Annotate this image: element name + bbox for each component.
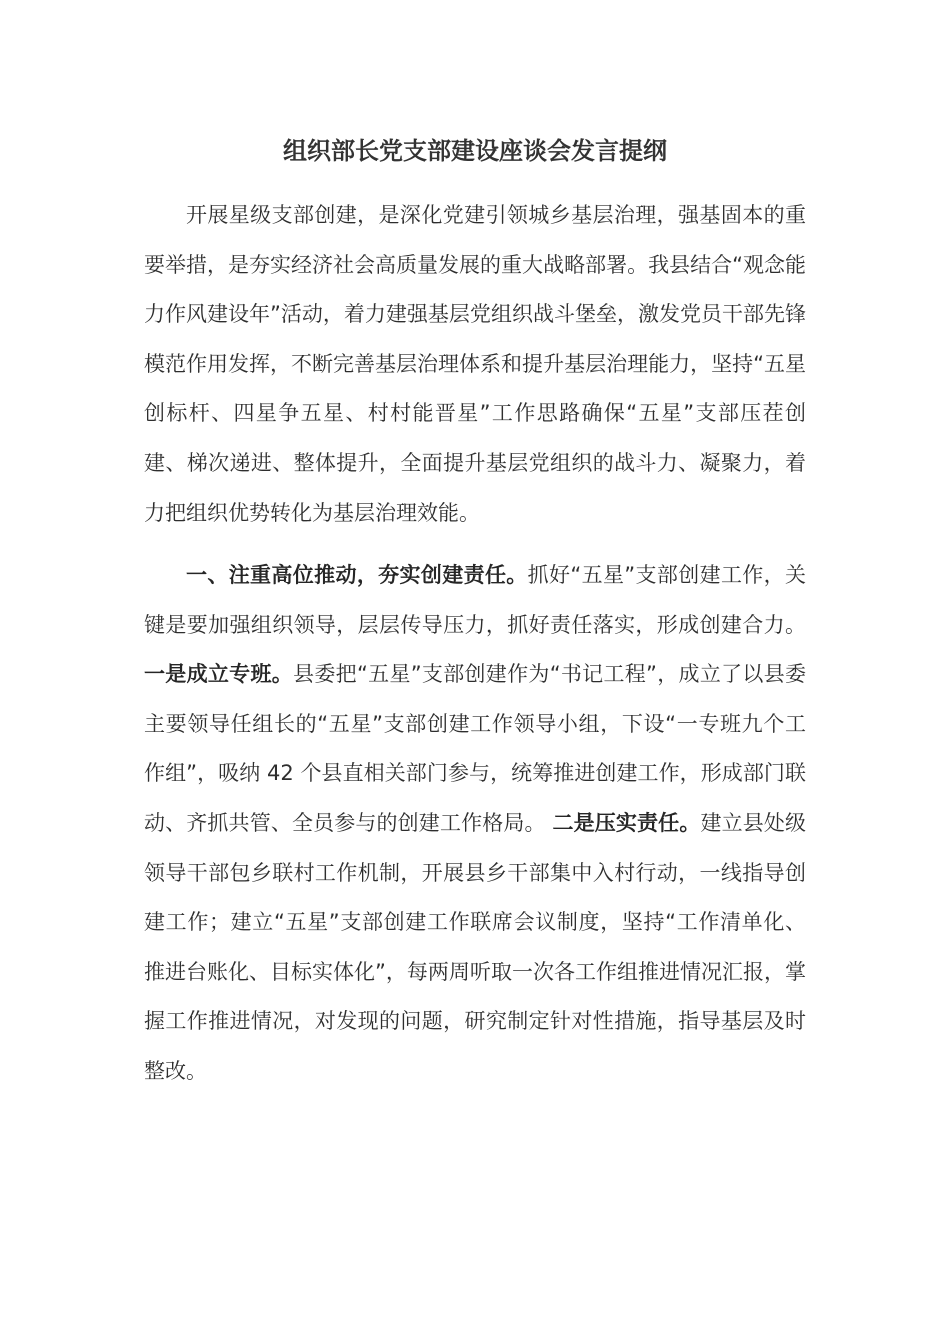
section-one-paragraph [144, 551, 806, 1097]
intro-paragraph: 开展星级支部创建，是深化党建引领城乡基层治理，强基固本的重要举措，是夯实经济社会高质量发展的重大战略部署。我县结合“观念能力作风建设年”活动，着力建强基层党组织战斗堡垒，激发党员干部先锋模范作用发挥，不断完善基层治理体系和提升基层治理能力，坚持“五星创标杆、四星争五星、村村能晋星”工作思路确保“五星”支部压茬创建、梯次递进、整体提升，全面提升基层党组织的战斗力、凝聚力，着力把组织优势转化为基层治理效能。 [144, 203, 806, 525]
point-two-heading: 二是压实责任。 [552, 810, 701, 835]
point-two-text: 建立县处级领导干部包乡联村工作机制，开展县乡干部集中入村行动，一线指导创建工作；建立“五星”支部创建工作联席会议制度，坚持“工作清单化、推进台账化、目标实体化”，每两周听取一次各工作组推进情况汇报，掌握工作推进情况，对发现的问题，研究制定针对性措施，指导基层及时整改。 [144, 810, 807, 1083]
section-one-lead: 抓好“五星”支部创建工作，关键是要加强组织领导，层层传导压力，抓好责任落实，形成创建合力。 [144, 563, 807, 637]
point-one-text: 县委把“五星”支部创建作为“书记工程”，成立了以县委主要领导任组长的“五星”支部创建工作领导小组，下设“一专班九个工作组”，吸纳 42 个县直相关部门参与，统筹推进创建工作，形成部门联动、齐抓共管、全员参与的创建工作格局。 [144, 662, 807, 835]
section-one-heading: 一、注重高位推动，夯实创建责任。 [186, 563, 528, 587]
point-one-heading: 一是成立专班。 [144, 662, 294, 687]
document-title: 组织部长党支部建设座谈会发言提纲 [283, 137, 667, 165]
